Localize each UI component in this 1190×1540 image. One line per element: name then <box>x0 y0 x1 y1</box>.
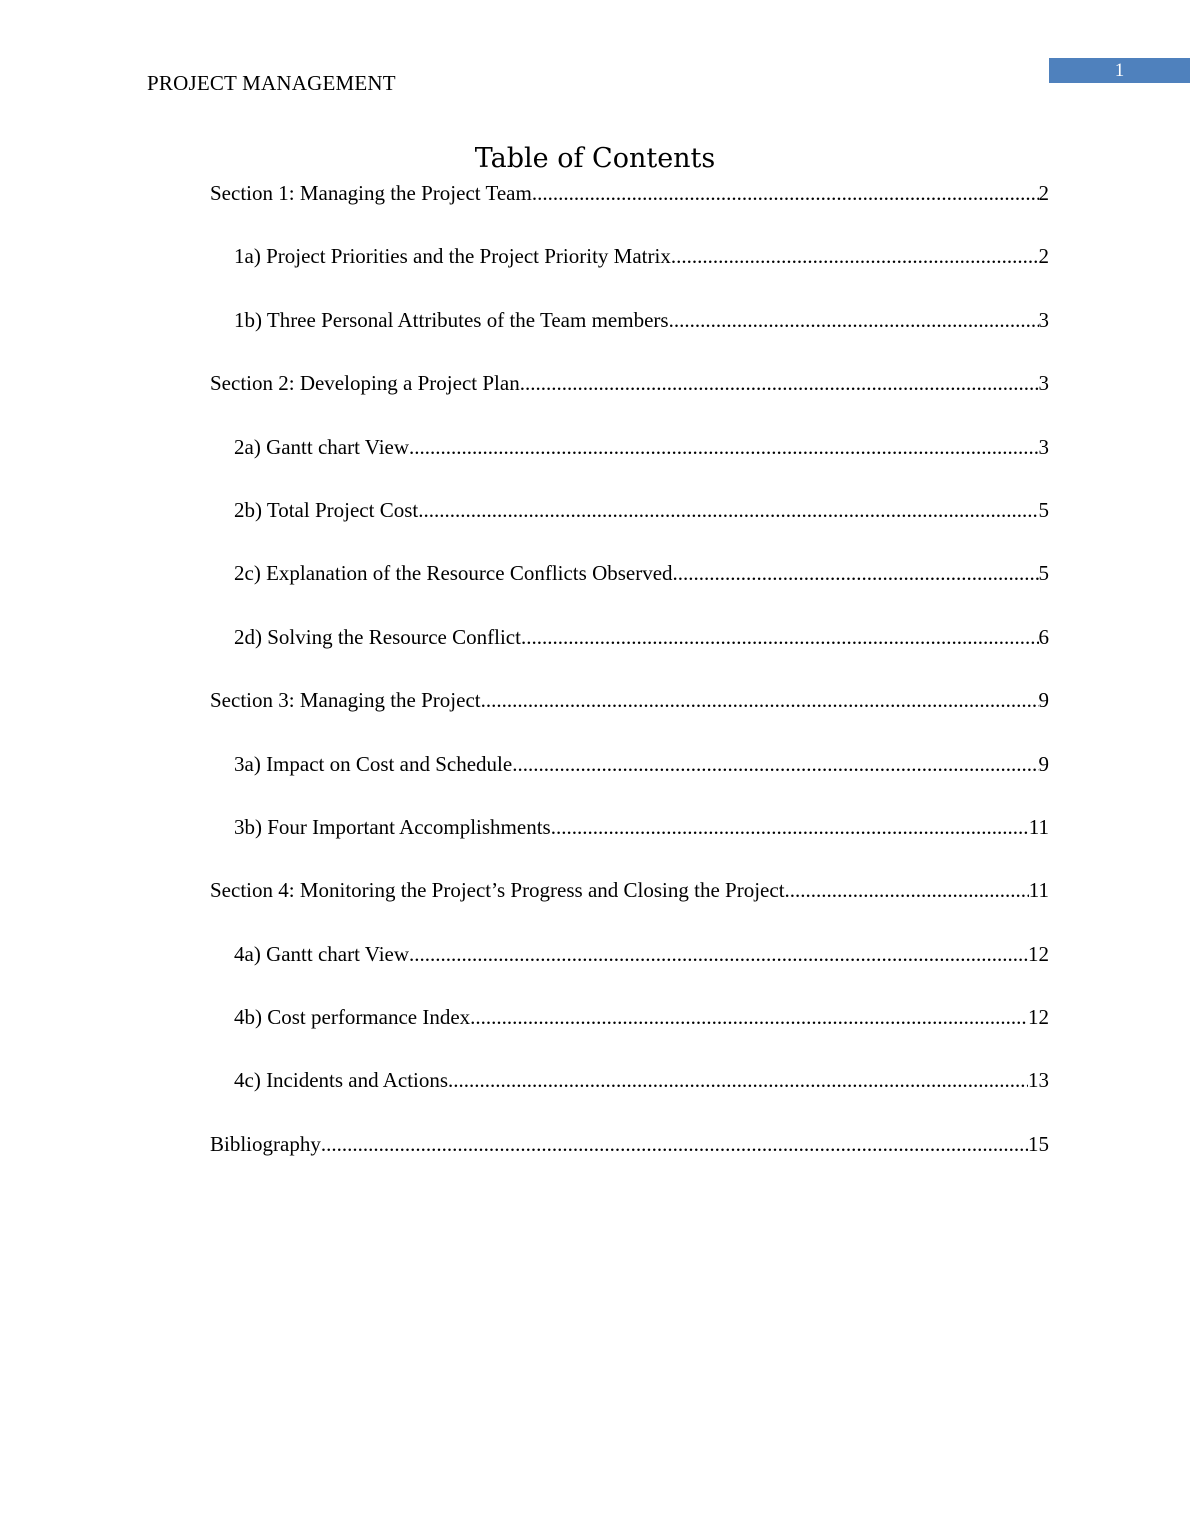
toc-entry-page: 5 <box>1038 561 1049 586</box>
toc-entry-page: 11 <box>1028 814 1049 839</box>
toc-entry-page: 12 <box>1028 1005 1049 1030</box>
toc-entry-label: Section 4: Monitoring the Project’s Progress and Closing the Project <box>210 878 785 903</box>
toc-entry-section-2[interactable] <box>210 366 1049 429</box>
toc-entry-page: 5 <box>1038 497 1049 522</box>
toc-entry-1b[interactable] <box>210 303 1049 366</box>
toc-entry-label: Section 2: Developing a Project Plan <box>210 371 520 396</box>
toc-entry-page: 9 <box>1038 751 1049 776</box>
toc-entry-page: 2 <box>1038 181 1049 205</box>
toc-entry-label: 2d) Solving the Resource Conflict <box>234 624 521 649</box>
toc-title: Table of Contents <box>474 143 716 174</box>
toc-dot-leader <box>532 176 1039 210</box>
toc-entry-page: 3 <box>1038 371 1049 396</box>
toc-entry-label: 3a) Impact on Cost and Schedule <box>234 751 513 776</box>
toc-entry-label: 1b) Three Personal Attributes of the Team members <box>234 307 669 332</box>
toc-entry-3a[interactable] <box>210 747 1049 810</box>
toc-dot-leader <box>671 239 1039 273</box>
toc-dot-leader <box>321 1127 1028 1161</box>
toc-entry-page: 11 <box>1028 878 1049 903</box>
toc-entry-2b[interactable] <box>210 493 1049 556</box>
toc-entry-label: Section 1: Managing the Project Team <box>210 181 532 205</box>
page-number: 1 <box>1049 58 1190 83</box>
toc-dot-leader <box>669 303 1039 337</box>
toc-entry-label: Bibliography <box>210 1131 321 1156</box>
toc-entry-3b[interactable] <box>210 810 1049 873</box>
toc-entry-section-1[interactable] <box>210 176 1049 239</box>
toc-entry-2c[interactable] <box>210 556 1049 619</box>
toc-dot-leader <box>520 366 1039 400</box>
toc-dot-leader <box>418 493 1038 527</box>
running-head: PROJECT MANAGEMENT <box>147 71 396 95</box>
toc-entry-page: 6 <box>1038 624 1049 649</box>
toc-entry-label: 2c) Explanation of the Resource Conflicts Observed <box>234 561 673 586</box>
toc-entry-label: Section 3: Managing the Project <box>210 688 481 713</box>
toc-dot-leader <box>470 1000 1028 1034</box>
toc-entry-page: 13 <box>1028 1068 1049 1093</box>
toc-entry-1a[interactable] <box>210 239 1049 302</box>
toc-entry-page: 15 <box>1028 1131 1049 1156</box>
toc-entry-label: 2b) Total Project Cost <box>234 497 419 522</box>
toc-dot-leader <box>409 430 1038 464</box>
toc-entry-section-4[interactable] <box>210 873 1049 936</box>
toc-entry-page: 3 <box>1038 434 1049 459</box>
toc-entry-label: 2a) Gantt chart View <box>234 434 410 459</box>
toc-entry-label: 4c) Incidents and Actions <box>234 1068 449 1093</box>
toc-dot-leader <box>551 810 1029 844</box>
toc-entry-bibliography[interactable] <box>210 1127 1049 1190</box>
toc-entry-label: 4b) Cost performance Index <box>234 1005 471 1030</box>
toc-entry-label: 3b) Four Important Accomplishments <box>234 814 551 839</box>
toc-entry-label: 4a) Gantt chart View <box>234 941 410 966</box>
toc-dot-leader <box>481 683 1039 717</box>
toc-entry-label: 1a) Project Priorities and the Project Priority Matrix <box>234 244 671 269</box>
toc-entry-4c[interactable] <box>210 1063 1049 1126</box>
toc-entry-4a[interactable] <box>210 937 1049 1000</box>
toc-entry-page: 9 <box>1038 688 1049 713</box>
toc-entry-2a[interactable] <box>210 430 1049 493</box>
toc-entry-2d[interactable] <box>210 620 1049 683</box>
toc-entry-page: 3 <box>1038 307 1049 332</box>
toc-dot-leader <box>512 747 1038 781</box>
toc-dot-leader <box>785 873 1029 907</box>
toc-list <box>210 176 1049 1190</box>
toc-dot-leader <box>673 556 1039 590</box>
toc-dot-leader <box>521 620 1039 654</box>
toc-entry-section-3[interactable] <box>210 683 1049 746</box>
toc-entry-4b[interactable] <box>210 1000 1049 1063</box>
toc-entry-page: 12 <box>1028 941 1049 966</box>
toc-dot-leader <box>409 937 1028 971</box>
toc-entry-page: 2 <box>1038 244 1049 269</box>
toc-dot-leader <box>448 1063 1028 1097</box>
